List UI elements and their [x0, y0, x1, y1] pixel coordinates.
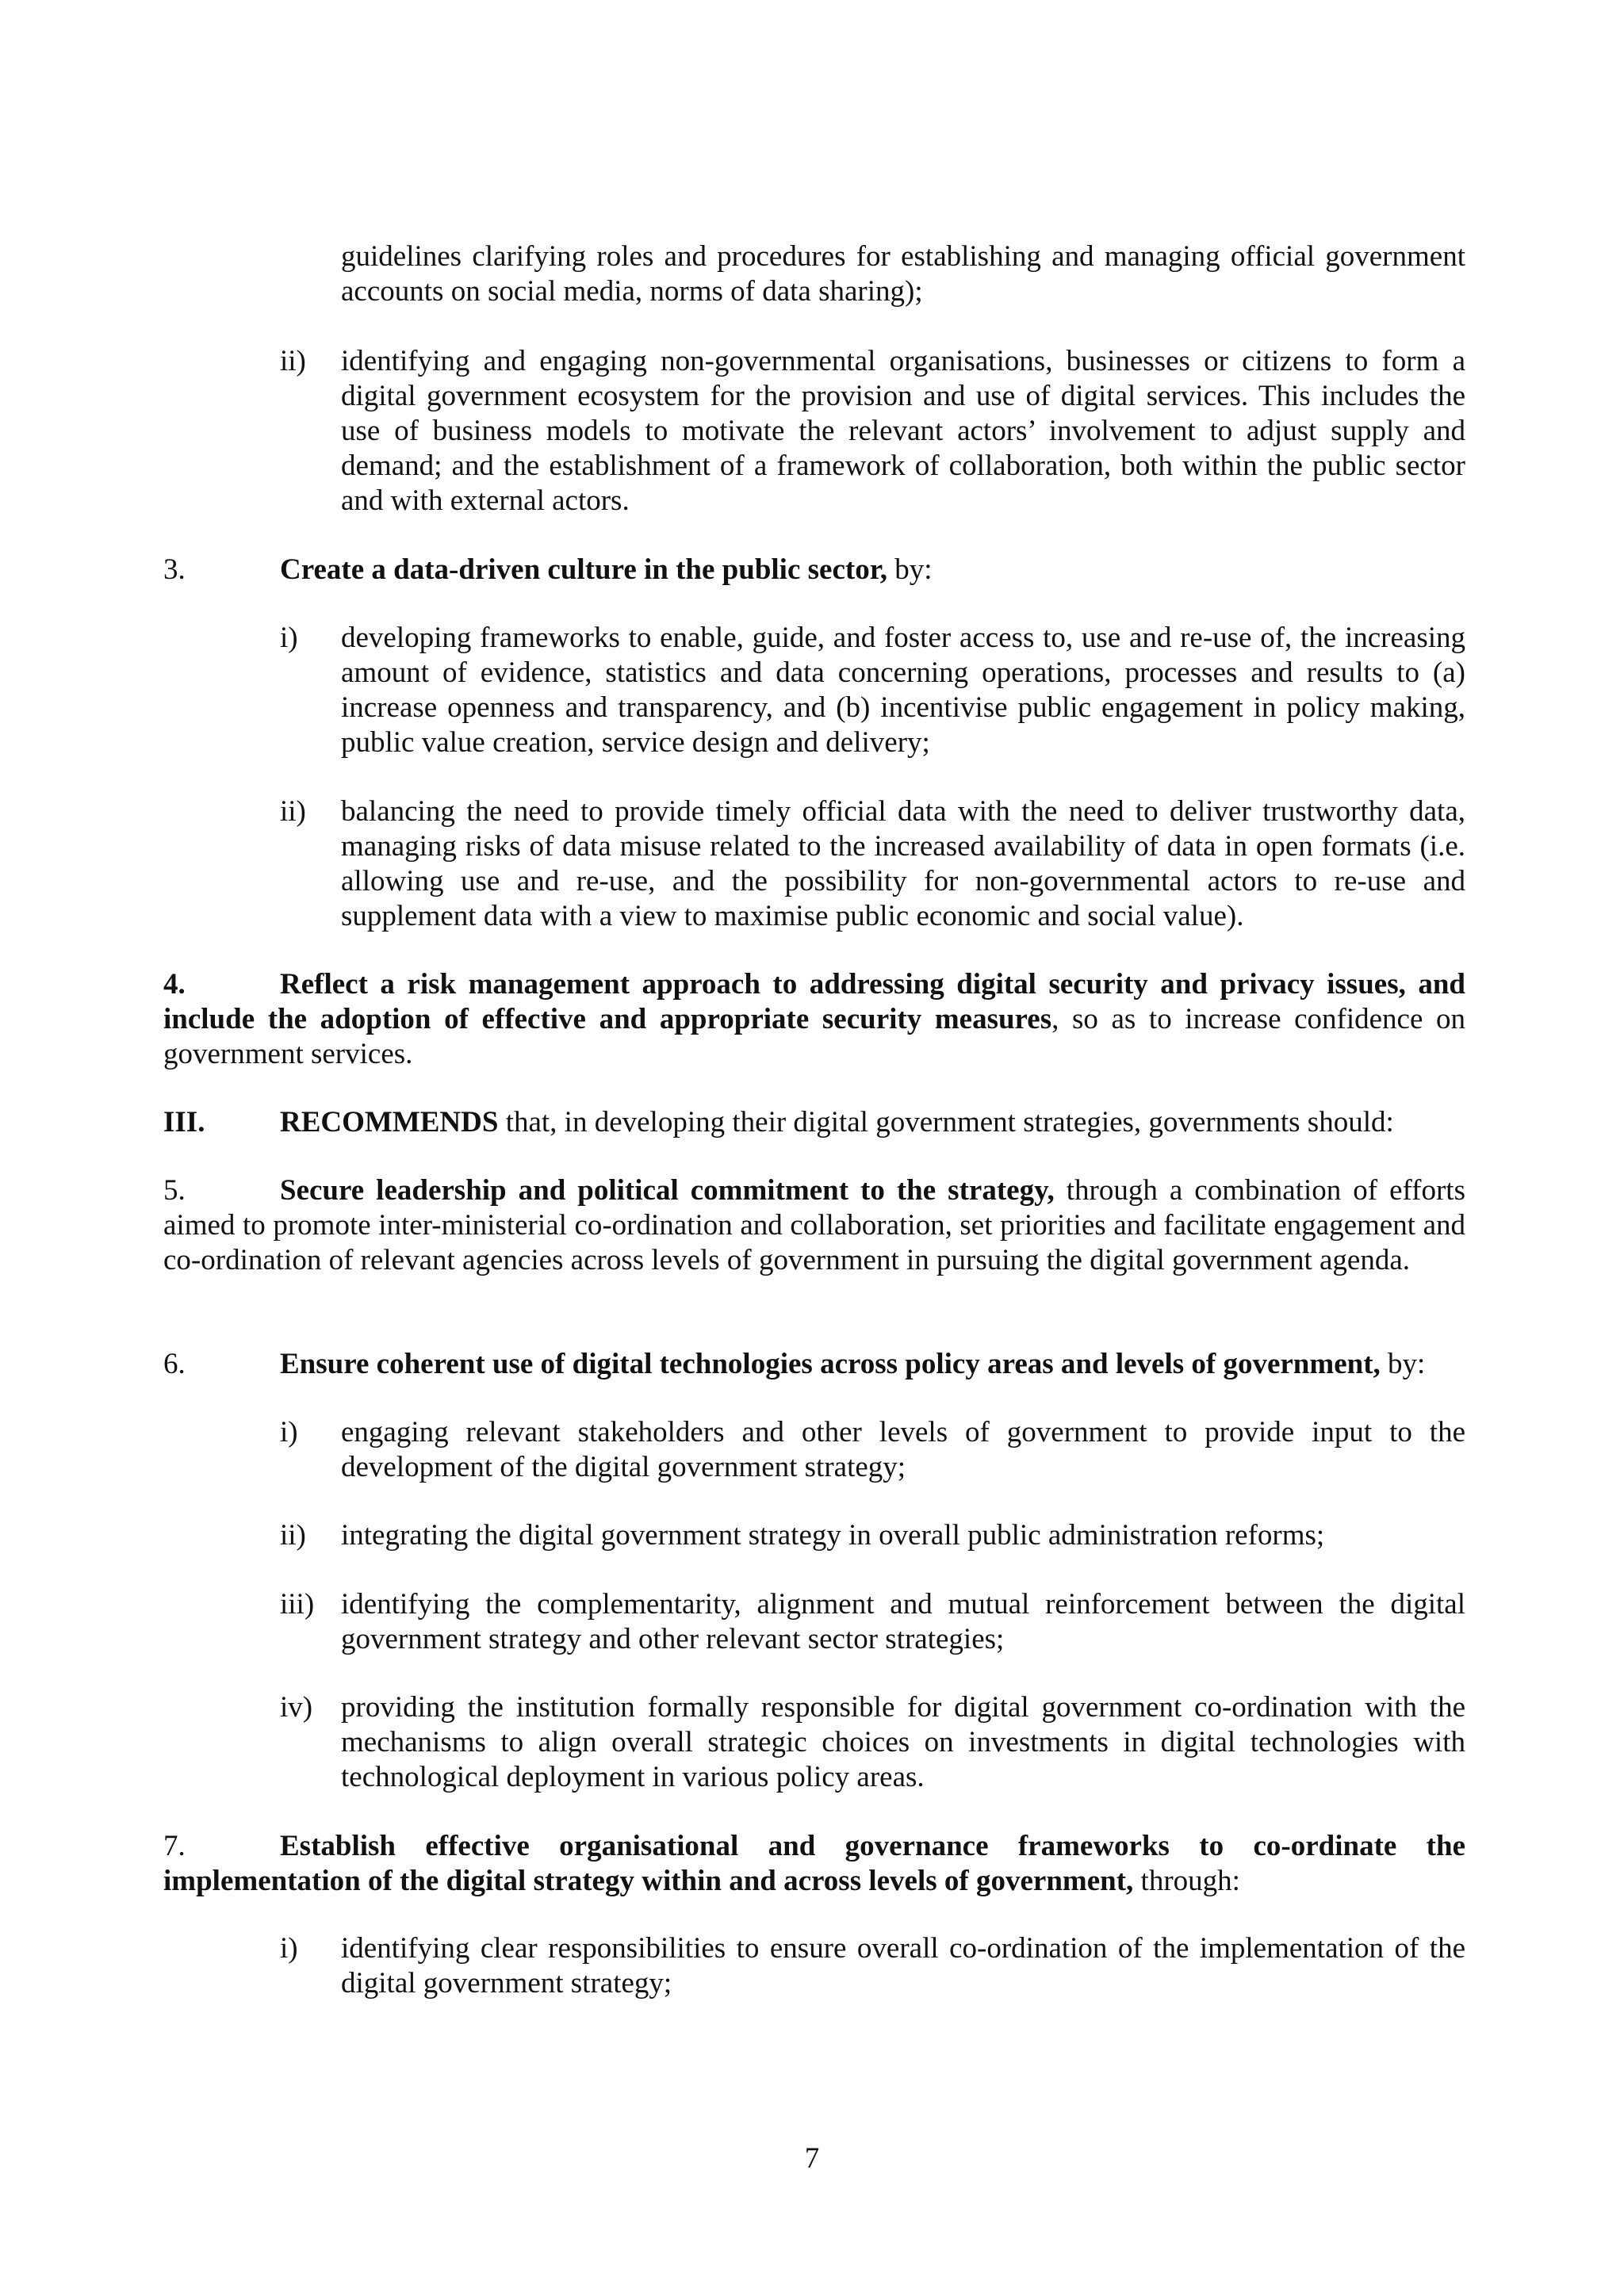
paragraph-number: 6. [163, 1348, 186, 1380]
page-number: 7 [804, 2142, 820, 2175]
list-item-text: developing frameworks to enable, guide, and foster access to, use and re-use of, the increasing amount of evidence, statistics and data concerning operations, processes and results to (a) increase openness and transparency, and (b) incentivise public engagement in policy making, public value creation, service design and delivery; [341, 622, 1465, 759]
list-item-6-i [280, 1415, 1465, 1485]
paragraph-bold-lead: 4. Reflect a risk management approach to addressing digital security and privacy issues, and include the adoption of effective and appropriate security measures [163, 968, 1465, 1035]
section-bold-lead: RECOMMENDS [280, 1106, 499, 1138]
list-marker: iv) [280, 1691, 313, 1724]
list-marker: i) [280, 622, 298, 654]
list-item-3-i [280, 621, 1465, 760]
paragraph-number: 7. [163, 1830, 186, 1862]
paragraph-bold-lead: Secure leadership and political commitment to the strategy, [280, 1174, 1055, 1207]
list-marker: ii) [280, 795, 306, 828]
paragraph-number: 4. [163, 968, 186, 1001]
list-marker: ii) [280, 1519, 306, 1552]
section-number: III. [163, 1106, 205, 1138]
paragraph-number: 5. [163, 1174, 186, 1207]
paragraph-text: by: [1380, 1348, 1426, 1380]
paragraph-5 [163, 1173, 1465, 1278]
list-item-text: identifying the complementarity, alignment and mutual reinforcement between the digital government strategy and other relevant sector strategies; [341, 1588, 1465, 1655]
list-item-text: providing the institution formally responsible for digital government co-ordination with the mechanisms to align overall strategic choices on investments in digital technologies with technological deployment in various policy areas. [341, 1691, 1465, 1793]
paragraph-7 [163, 1829, 1465, 1899]
paragraph-text: through a combination of efforts aimed to promote inter-ministerial co-ordination and collaboration, set priorities and facilitate engagement and co-ordination of relevant agencies across levels of government in pursuing the digital government agenda. [163, 1174, 1465, 1276]
section-text: that, in developing their digital government strategies, governments should: [498, 1106, 1394, 1138]
paragraph-text: , so as to increase confidence on government services. [163, 1003, 1465, 1070]
paragraph-text: through: [1133, 1865, 1240, 1897]
paragraph-6-heading [163, 1347, 1465, 1382]
paragraph-bold-lead: Establish effective organisational and governance frameworks to co-ordinate the implementation of the digital strategy within and across levels of government, [163, 1830, 1465, 1897]
list-marker: ii) [280, 345, 306, 377]
list-item-text: balancing the need to provide timely official data with the need to deliver trustworthy data, managing risks of data misuse related to the increased availability of data in open formats (i.e. allowing use and re-use, and the possibility for non-governmental actors to re-use and supplement data with a view to maximise public economic and social value). [341, 795, 1465, 932]
paragraph-bold-lead: Create a data-driven culture in the public sector, [280, 553, 887, 586]
paragraph-4 [163, 967, 1465, 1072]
list-item-6-iii [280, 1587, 1465, 1657]
list-marker: i) [280, 1416, 298, 1448]
list-item-ii [280, 344, 1465, 519]
list-item-6-iv [280, 1690, 1465, 1795]
list-item-text: identifying clear responsibilities to ensure overall co-ordination of the implementation of the digital government strategy; [341, 1932, 1465, 1999]
list-item-3-ii [280, 794, 1465, 934]
list-marker: i) [280, 1932, 298, 1965]
list-item-text: integrating the digital government strategy in overall public administration reforms; [341, 1519, 1325, 1552]
list-item-continuation [280, 239, 1465, 309]
paragraph-bold-lead: Ensure coherent use of digital technologies across policy areas and levels of government, [280, 1348, 1381, 1380]
section-heading-iii [163, 1105, 1465, 1140]
list-item-text: identifying and engaging non-governmental organisations, businesses or citizens to form a digital government ecosystem for the provision and use of digital services. This includes the use of business models to motivate the relevant actors’ involvement to adjust supply and demand; and the establishment of a framework of collaboration, both within the public sector and with external actors. [341, 345, 1465, 517]
list-item-6-ii [280, 1518, 1465, 1553]
list-item-text: engaging relevant stakeholders and other levels of government to provide input to the development of the digital government strategy; [341, 1416, 1465, 1483]
paragraph-text: by: [887, 553, 933, 586]
list-item-7-i [280, 1931, 1465, 2001]
paragraph-number: 3. [163, 553, 186, 586]
list-marker: iii) [280, 1588, 315, 1621]
paragraph-3-heading [163, 553, 1465, 587]
list-item-text: guidelines clarifying roles and procedures for establishing and managing official government accounts on social media, norms of data sharing); [341, 240, 1465, 308]
